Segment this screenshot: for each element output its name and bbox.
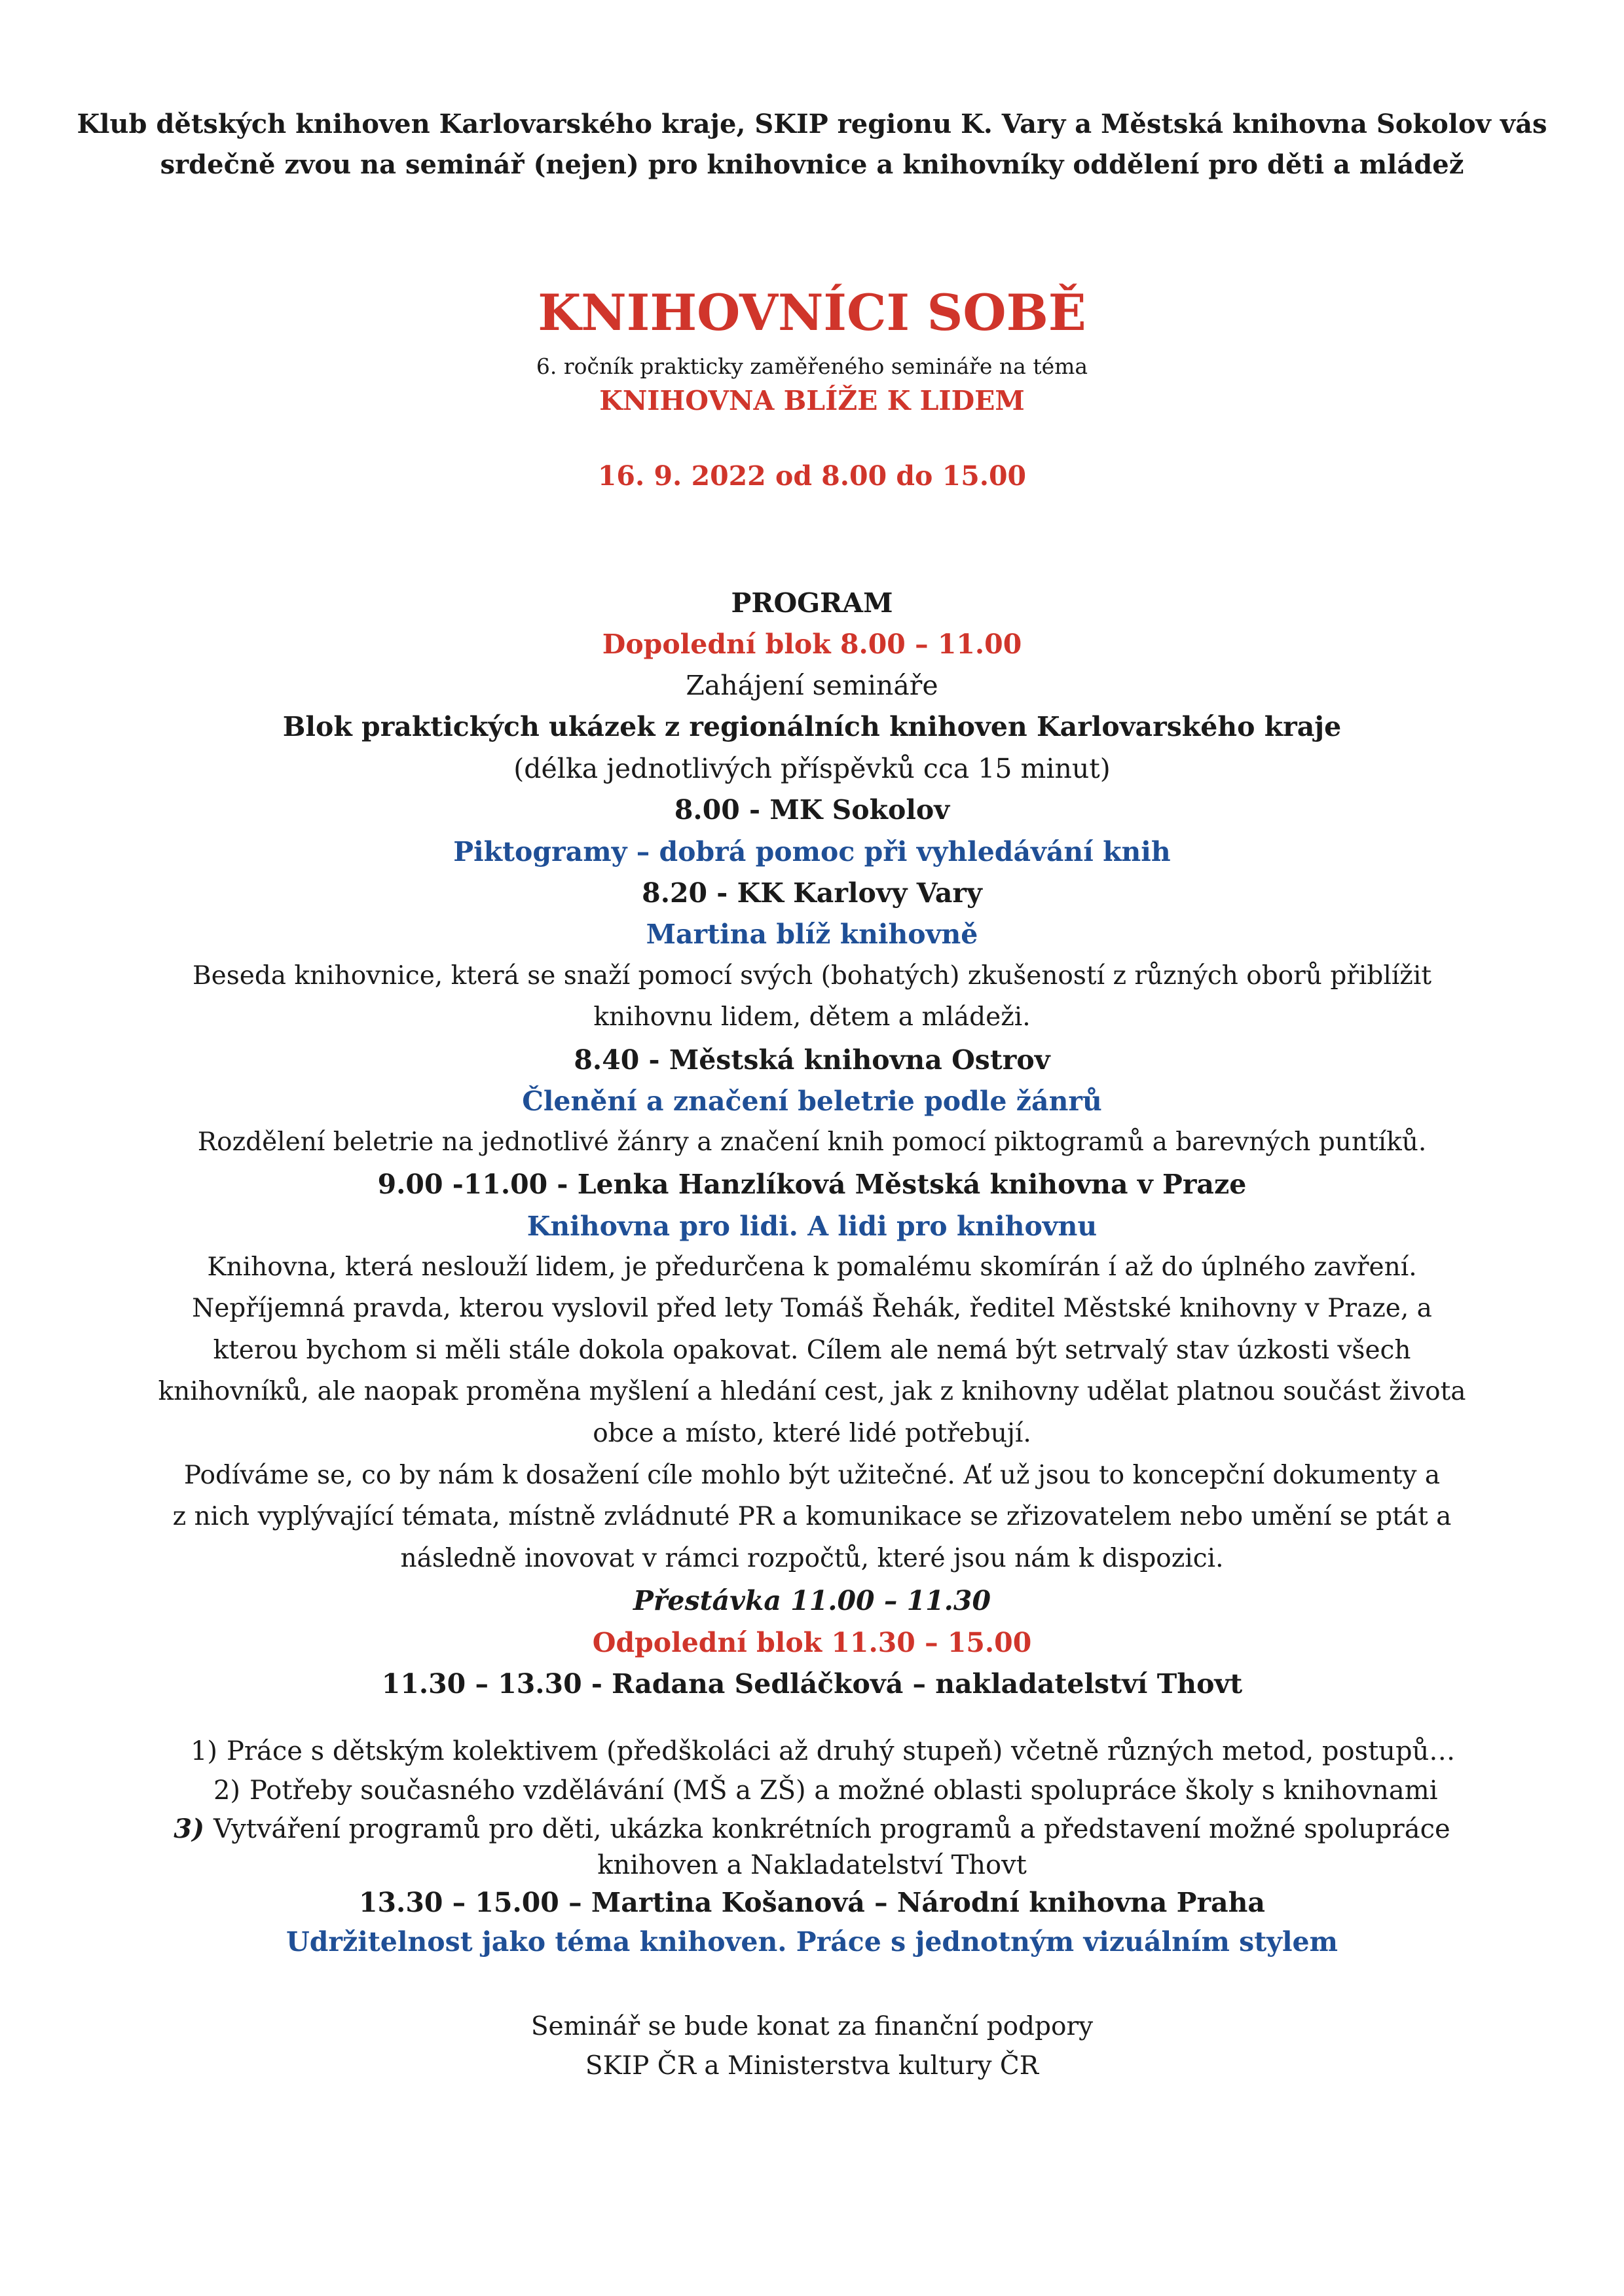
item4-desc-line: následně inovovat v rámci rozpočtů, které jsou nám k dispozici.	[400, 1544, 1224, 1573]
item4-desc-line: obce a místo, které lidé potřebují.	[593, 1419, 1031, 1448]
item2-time: 8.20 - KK Karlovy Vary	[642, 877, 982, 909]
item4-desc-line: Knihovna, která neslouží lidem, je předurčena k pomalému skomírán í až do úplného zavření.	[207, 1252, 1417, 1282]
item1-time: 8.00 - MK Sokolov	[674, 794, 950, 826]
list-number: 2)	[213, 1776, 240, 1806]
item4-desc-line: kterou bychom si měli stále dokola opakovat. Cílem ale nemá být setrvalý stav úzkosti všech	[213, 1336, 1411, 1365]
item3-time: 8.40 - Městská knihovna Ostrov	[574, 1044, 1050, 1076]
list-continuation: knihoven a Nakladatelství Thovt	[597, 1850, 1027, 1880]
item6-time: 13.30 – 15.00 – Martina Košanová – Národní knihovna Praha	[358, 1887, 1265, 1918]
item6-title: Udržitelnost jako téma knihoven. Práce s jednotným vizuálním stylem	[286, 1926, 1338, 1958]
item2-desc-line-1: Beseda knihovnice, která se snaží pomocí svých (bohatých) zkušeností z různých oborů přiblížit	[192, 961, 1431, 991]
seminar-date: 16. 9. 2022 od 8.00 do 15.00	[597, 460, 1027, 492]
duration-note: (délka jednotlivých příspěvků cca 15 minut)	[513, 753, 1111, 784]
item5-time: 11.30 – 13.30 - Radana Sedláčková – nakladatelství Thovt	[381, 1668, 1243, 1700]
intro-line-1: Klub dětských knihoven Karlovarského kraje, SKIP regionu K. Vary a Městská knihovna Sokolov vás	[77, 109, 1547, 139]
list-text: Potřeby současného vzdělávání (MŠ a ZŠ) a možné oblasti spolupráce školy s knihovnami	[249, 1776, 1438, 1806]
list-item	[177, 1736, 1532, 1767]
item3-title: Členění a značení beletrie podle žánrů	[522, 1085, 1102, 1117]
page-subtitle: 6. ročník prakticky zaměřeného semináře na téma	[536, 354, 1088, 379]
item1-title: Piktogramy – dobrá pomoc při vyhledávání knih	[453, 836, 1171, 867]
item4-desc-line: Nepříjemná pravda, kterou vyslovil před lety Tomáš Řehák, ředitel Městské knihovny v Praze, a	[192, 1294, 1432, 1323]
item4-desc-line: Podíváme se, co by nám k dosažení cíle mohlo být užitečné. Ať už jsou to koncepční dokumenty a	[183, 1461, 1441, 1490]
list-text: Vytváření programů pro děti, ukázka konkrétních programů a představení možné spolupráce	[213, 1814, 1450, 1844]
list-item	[164, 1813, 1532, 1845]
item4-desc-line: z nich vyplývající témata, místně zvládnuté PR a komunikace se zřizovatelem nebo umění se ptát a	[172, 1502, 1452, 1531]
footer-line-2: SKIP ČR a Ministerstva kultury ČR	[585, 2051, 1039, 2081]
item3-desc: Rozdělení beletrie na jednotlivé žánry a značení knih pomocí piktogramů a barevných puntíků.	[197, 1127, 1427, 1157]
seminar-theme: KNIHOVNA BLÍŽE K LIDEM	[599, 385, 1025, 416]
list-number: 3)	[174, 1813, 204, 1844]
item4-title: Knihovna pro lidi. A lidi pro knihovnu	[526, 1211, 1098, 1242]
morning-block-heading: Dopolední blok 8.00 – 11.00	[602, 629, 1022, 660]
item4-desc-line: knihovníků, ale naopak proměna myšlení a hledání cest, jak z knihovny udělat platnou součást života	[158, 1377, 1466, 1406]
page-title: KNIHOVNÍCI SOBĚ	[538, 283, 1086, 342]
list-number: 1)	[190, 1736, 217, 1766]
item2-desc-line-2: knihovnu lidem, dětem a mládeži.	[593, 1002, 1031, 1032]
footer-line-1: Seminář se bude konat za finanční podpory	[530, 2012, 1094, 2041]
item2-title: Martina blíž knihovně	[646, 919, 978, 950]
practical-block-heading: Blok praktických ukázek z regionálních knihoven Karlovarského kraje	[282, 711, 1342, 742]
list-text: Práce s dětským kolektivem (předškoláci až druhý stupeň) včetně různých metod, postupů…	[227, 1736, 1456, 1766]
opening-text: Zahájení semináře	[686, 670, 938, 701]
list-item	[200, 1775, 1532, 1806]
break-heading: Přestávka 11.00 – 11.30	[633, 1585, 991, 1616]
intro-line-2: srdečně zvou na seminář (nejen) pro knihovnice a knihovníky oddělení pro děti a mládež	[160, 149, 1464, 180]
item4-time: 9.00 -11.00 - Lenka Hanzlíková Městská knihovna v Praze	[377, 1169, 1247, 1200]
afternoon-block-heading: Odpolední blok 11.30 – 15.00	[592, 1627, 1032, 1658]
program-heading: PROGRAM	[731, 587, 893, 619]
